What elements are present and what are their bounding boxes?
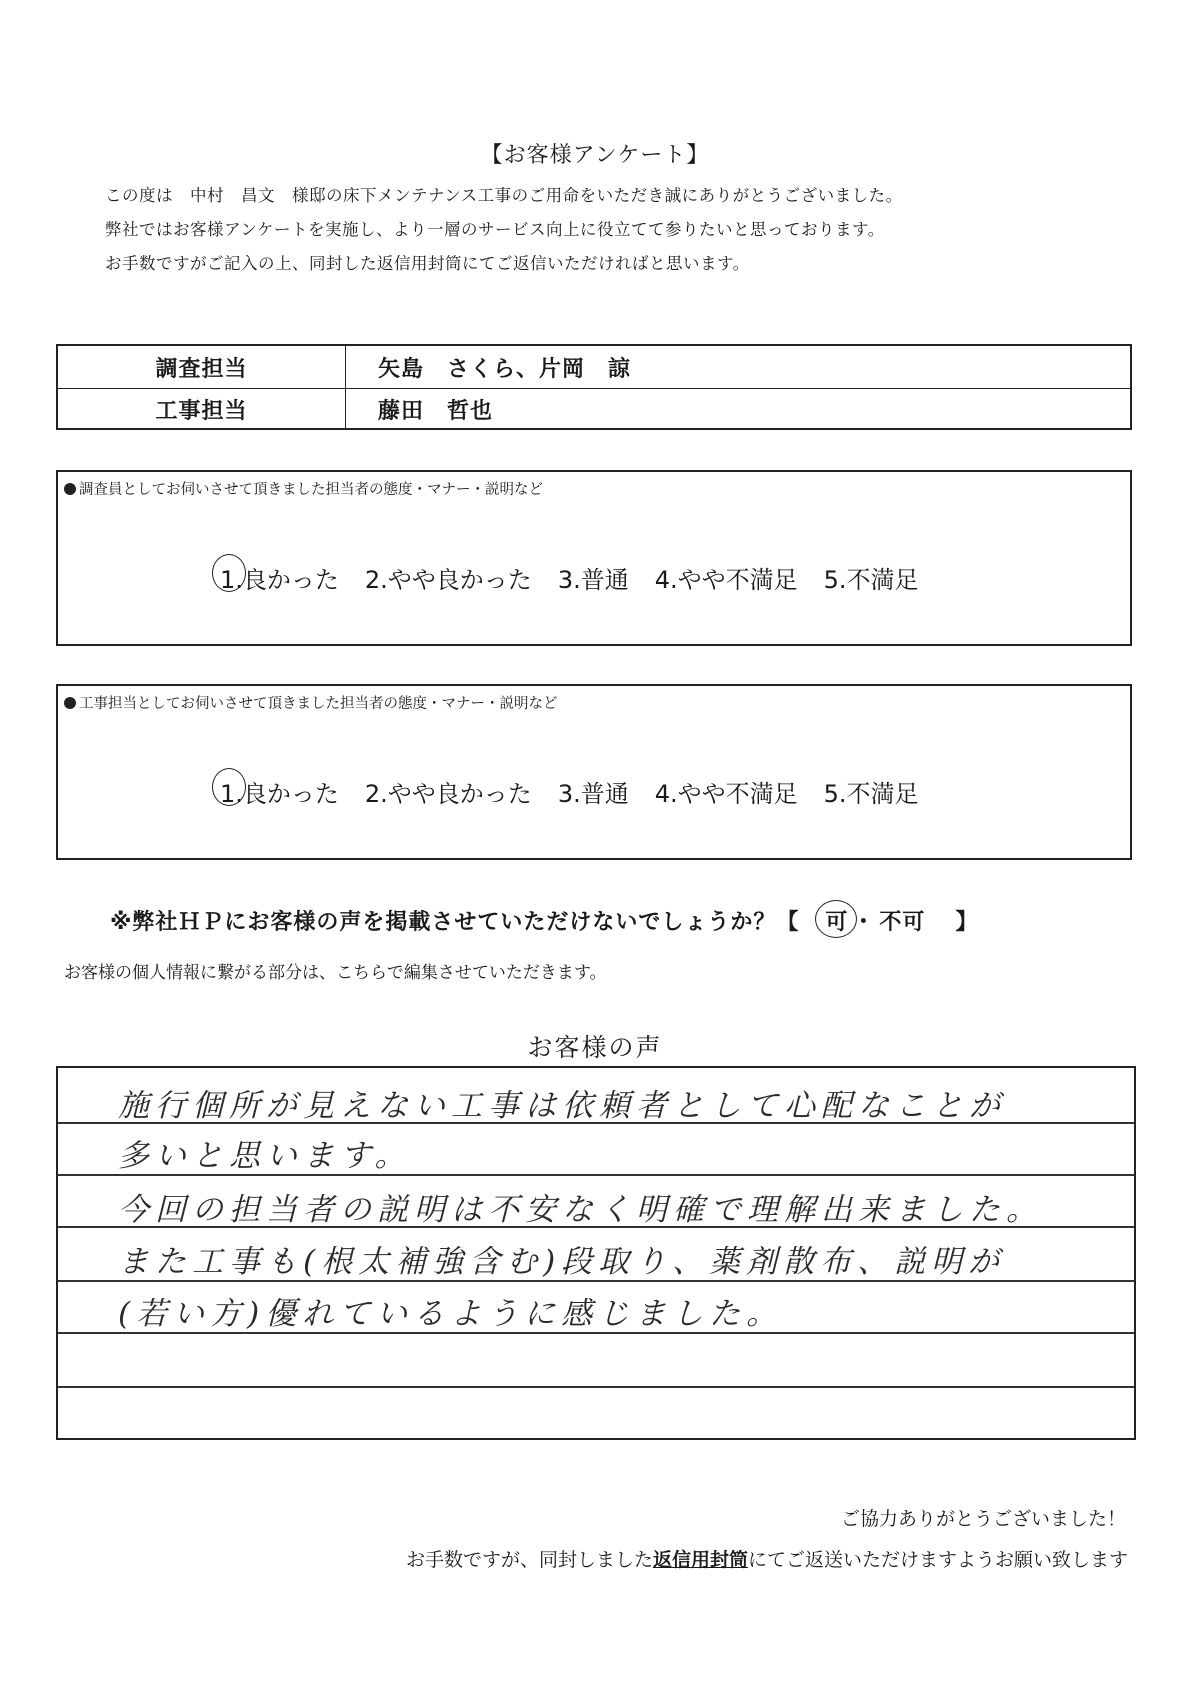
selected-circle-icon (212, 768, 246, 806)
intro-line-3: お手数ですがご記入の上、同封した返信用封筒にてご返信いただければと思います。 (105, 254, 750, 273)
rating-box-construction (56, 684, 1132, 860)
rating-question-survey (64, 478, 543, 499)
rating-option-1[interactable]: 1.良かった (220, 560, 339, 595)
hp-close-bracket: 】 (955, 910, 979, 935)
closing-message (406, 1545, 1128, 1572)
rating-question-construction-text: 工事担当としてお伺いさせて頂きました担当者の態度・マナー・説明など (79, 696, 558, 712)
rating-option-3[interactable]: 3.普通 (557, 780, 629, 808)
rating-option-5[interactable]: 5.不満足 (823, 566, 919, 594)
hp-separator: ・ (852, 910, 876, 935)
closing-pre: お手数ですが、同封しました (405, 1549, 653, 1571)
bullet-icon (64, 697, 76, 709)
rating-options-survey (220, 560, 919, 595)
voice-title: お客様の声 (527, 1033, 663, 1062)
voice-line-3: 今回の担当者の説明は不安なく明確で理解出来ました。 (118, 1192, 1043, 1228)
survey-title: 【お客様アンケート】 (480, 143, 710, 168)
rating-option-3[interactable]: 3.普通 (557, 566, 629, 594)
staff-row-construction (58, 388, 1130, 430)
voice-line-4: また工事も(根太補強含む)段取り、薬剤散布、説明が (118, 1244, 1006, 1280)
rating-option-2[interactable]: 2.やや良かった (364, 780, 532, 808)
construction-staff-label: 工事担当 (58, 388, 346, 430)
selected-circle-icon (212, 554, 246, 592)
hp-publication-question (110, 905, 978, 936)
voice-line-5: (若い方)優れているように感じました。 (118, 1296, 784, 1332)
voice-line-1: 施行個所が見えない工事は依頼者として心配なことが (118, 1088, 1006, 1124)
closing-post: にてご返送いただけますようお願い致します (747, 1549, 1128, 1571)
rating-option-5[interactable]: 5.不満足 (823, 780, 919, 808)
bullet-icon (64, 483, 76, 495)
rating-question-survey-text: 調査員としてお伺いさせて頂きました担当者の態度・マナー・説明など (79, 482, 543, 498)
rating-question-construction (64, 692, 558, 713)
privacy-note: お客様の個人情報に繋がる部分は、こちらで編集させていただきます。 (64, 963, 607, 983)
rating-option-4[interactable]: 4.やや不満足 (654, 566, 798, 594)
rating-option-1[interactable]: 1.良かった (220, 774, 339, 809)
rating-option-2[interactable]: 2.やや良かった (364, 566, 532, 594)
construction-staff-value: 藤田 哲也 (378, 398, 494, 424)
intro-line-2: 弊社ではお客様アンケートを実施し、より一層のサービス向上に役立てて参りたいと思っております。 (105, 220, 885, 239)
rating-option-4[interactable]: 4.やや不満足 (654, 780, 798, 808)
intro-line-1: この度は 中村 昌文 様邸の床下メンテナンス工事のご用命をいただき誠にありがとうございました。 (105, 186, 903, 205)
survey-staff-label: 調査担当 (58, 346, 346, 388)
rating-options-construction (220, 774, 919, 809)
voice-box (56, 1066, 1136, 1440)
voice-line-2: 多いと思います。 (118, 1138, 412, 1174)
closing-underlined: 返信用封筒 (652, 1549, 748, 1571)
staff-row-survey (58, 346, 1130, 389)
hp-question-text: ※弊社ＨＰにお客様の声を掲載させていただけないでしょうか？【 (110, 910, 800, 935)
hp-option-yes[interactable]: 可 (821, 905, 852, 936)
selected-circle-icon (815, 900, 857, 938)
ruled-line (58, 1386, 1134, 1388)
survey-staff-value: 矢島 さくら、片岡 諒 (378, 356, 632, 382)
hp-option-no[interactable]: 不可 (879, 910, 926, 935)
thanks-message: ご協力ありがとうございました！ (840, 1508, 1126, 1530)
rating-box-survey (56, 470, 1132, 646)
staff-table (56, 344, 1132, 430)
